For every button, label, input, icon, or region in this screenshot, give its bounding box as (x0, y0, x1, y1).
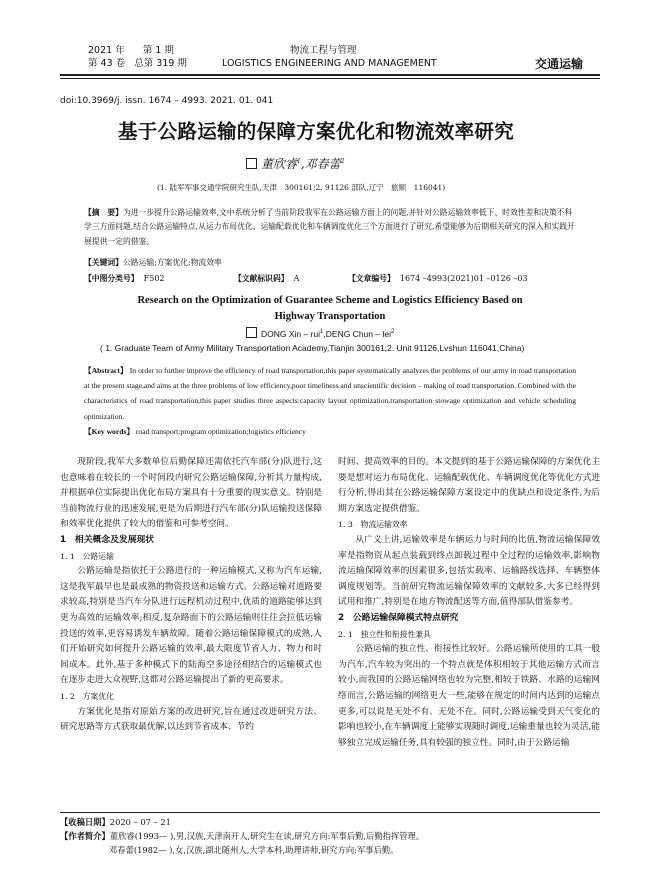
body-left-column (60, 455, 322, 736)
header-volume: 第 43 卷 总第 319 期 (88, 58, 187, 69)
header-year-issue (88, 44, 174, 57)
abstract-cn-text: 为进一步提升公路运输效率,文中系统分析了当前阶段我军在公路运输方面上的问题,并针对公路运输效率低下、时效性差和决策不科学三方面问题,结合公路运输特点,从运力布局优化、运输配载优化和车辆调度优化三个方面进行了研究,希望能够为后期相关研究的深入和实践开展提供一定的借鉴。 (84, 208, 575, 246)
header-section: 交通运输 (535, 57, 584, 71)
authors-cn: 董欣睿$^1$,邓春蕾$^2$ (246, 155, 345, 172)
paragraph: 公路运输的独立性、衔接性比较好。公路运输所使用的工具一般为汽车,汽车较为突出的一个特点就是体积相较于其他运输方式而言较小,而我国的公路运输网络也较为完整,相较于铁路、水路的运输网络而言,公路运输的网络更大一些,能够在规定的时间内达到的运输点更多,可以说是无处不有、无处不在。同时,公路运输受到天气变化的影响也较小,在车辆调度上能够实现随时调度,运输重量也较为灵活,能够独立完成运输任务,具有较强的独立性。同时,由于公路运输 (338, 644, 600, 748)
checkbox-icon (246, 158, 257, 169)
subsection-heading: 1. 2 方案优化 (60, 691, 114, 701)
header-journal-en: LOGISTICS ENGINEERING AND MANAGEMENT (222, 58, 437, 69)
header-issue: 第 1 期 (142, 45, 174, 56)
abstract-en-label: 【Abstract】 (84, 366, 128, 375)
header-rule (60, 74, 600, 76)
doi: doi:10.3969/j. issn. 1674 – 4993. 2021. 01. 041 (60, 96, 274, 106)
section-heading: 1 相关概念及发展现状 (60, 534, 155, 545)
intro-paragraph: 现阶段,我军大多数单位后勤保障还需依托汽车部(分)队进行,这也意味着在较长的一个时间段内研究公路运输保障,分析其力量构成,并根据单位实际提出优化布局方案具有十分重要的现实意义。特别是当前物流行业的迅速发展,更是为后期进行汽车部(分)队运输投送保障和效率优化提供了较大的借鉴和可参考空间。 (60, 457, 322, 530)
affiliation-cn: (1. 陆军军事交通学院研究生队,天津 300161;2. 91126 部队,辽宁 旅顺 116041) (157, 183, 446, 192)
authors-en: DONG Xin – rui$^1$,DENG Chun – lei$^2$ (246, 327, 394, 339)
author-bio-1: 【作者简介】董欣睿(1993— ),男,汉族,天津南开人,研究生在读,研究方向:军事后勤,后勤指挥管理。 (60, 831, 425, 841)
body-right-column (338, 455, 600, 751)
header-year: 2021 年 (88, 45, 125, 56)
abstract-cn-label: 【摘 要】 (84, 208, 123, 217)
header-rule-thin (60, 78, 600, 79)
subsection-heading: 1. 3 物流运输效率 (338, 520, 408, 530)
paragraph: 时间、提高效率的目的。本文提到的基于公路运输保障的方案优化主要是想对运力布局优化、运输配载优化、车辆调度优化等优化方式进行分析,得出其在公路运输保障方案设定中的优缺点和设定条件,为后期方案选定提供借鉴。 (338, 457, 600, 514)
abstract-en (84, 363, 576, 424)
received-date: 【收稿日期】2020 – 07 – 21 (60, 817, 171, 827)
checkbox-icon (246, 327, 257, 338)
footnote-rule (60, 812, 600, 813)
doc-code: 【文献标识码】 A (234, 274, 300, 283)
paragraph: 公路运输是指依托于公路进行的一种运输模式,又称为汽车运输,这是我军最早也是最成熟的物资投送和运输方式。公路运输对道路要求较高,特别是当汽车分队进行远程机动过程中,优质的道路能够达到更为高效的运输效率;相反,复杂路面下的公路运输则往往会拉低运输投送的效率,更容易诱发车辆故障。随着公路运输保障模式的成熟,人们开始研究如何提升公路运输的效率,最大限度节省人力、物力和时间成本。此外,基于多种模式下的陆海空多途径相结合的运输模式也在逐步走进大众视野,这都对公路运输提出了新的更高要求。 (60, 566, 322, 686)
article-number: 【文章编号】 1674 –4993(2021)01 –0126 –03 (348, 274, 528, 283)
subsection-heading: 2. 1 独立性和衔接性兼具 (338, 629, 431, 639)
class-info: 【中图分类号】 F502 (84, 274, 165, 283)
title-en: Research on the Optimization of Guarantee Scheme and Logistics Efficiency Based on Highway Transportation (137, 295, 523, 322)
abstract-en-text: In order to further improve the efficiency of road transportation,this paper systematically analyzes the problems of our army in road transportation at the present stage,and aims at the three problems of low efficiency,poor timeliness and unscientific decision – making of road transportation. Combined with the characteristics of road transportation,this paper studies three aspects:capacity layout optimization,transportation stowage optimization and vehicle scheduling optimization. (84, 366, 576, 421)
subsection-heading: 1. 1 公路运输 (60, 551, 114, 561)
paragraph: 方案优化是指对原始方案的改进研究,旨在通过改进研究方法、研究思路等方式获取最优解,以达到节省成本、节约 (60, 706, 322, 733)
author-bio-2: 邓春蕾(1982— ),女,汉族,湖北随州人,大学本科,助理讲师,研究方向:军事后勤。 (109, 845, 399, 855)
footnote (60, 815, 600, 857)
header-journal-cn: 物流工程与管理 (290, 45, 357, 56)
keywords-cn: 【关键词】公路运输;方案优化;物流效率 (84, 258, 222, 267)
section-heading: 2 公路运输保障模式特点研究 (338, 612, 459, 623)
abstract-cn (84, 206, 576, 249)
keywords-en: 【Key words】 road transport;program optimization;logistics efficiency (84, 427, 306, 436)
affiliation-en: ( 1. Graduate Team of Army Military Transportation Academy,Tianjin 300161;2. Unit 91126,Lvshun 116041,China) (100, 343, 525, 353)
title-cn: 基于公路运输的保障方案优化和物流效率研究 (118, 120, 515, 143)
paragraph: 从广义上讲,运输效率是车辆运力与时间的比值,物流运输保障效率是指物资从起点装载到终点卸载过程中全过程的运输效率,影响物流运输保障效率的因素很多,包括实载率、运输路线选择、车辆整体调度规划等。当前研究物流运输保障效率的文献较多,大多已经得到试用和推广,特别是在地方物流配送等方面,值得部队借鉴参考。 (338, 534, 600, 608)
